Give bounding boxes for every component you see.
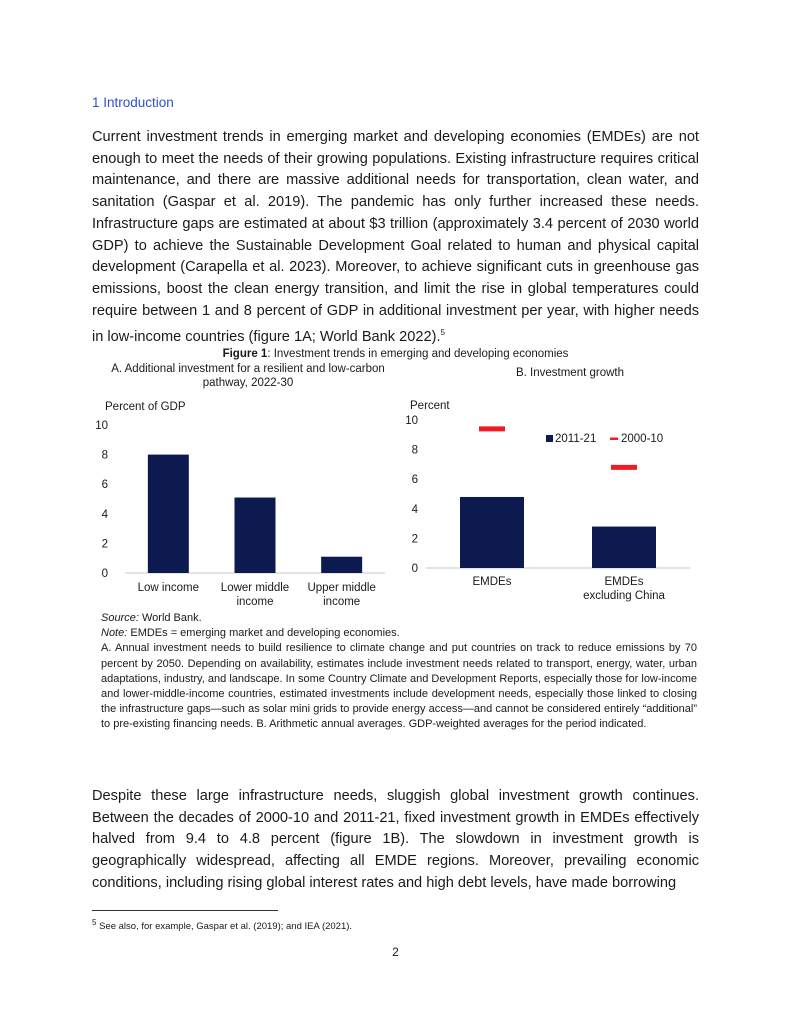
y-tick-label: 4 — [101, 508, 108, 521]
y-tick-label: 8 — [101, 449, 108, 462]
footnote — [92, 918, 352, 932]
bar-2011-21-emdes-excluding-china — [592, 527, 656, 568]
bar-upper-middle-income — [321, 557, 362, 573]
footnote-ref[interactable]: 5 — [440, 328, 445, 338]
figure-title — [92, 348, 699, 360]
bar-low-income — [148, 455, 189, 573]
legend-label-bar: 2011-21 — [555, 433, 597, 445]
y-tick-label: 10 — [405, 415, 418, 427]
source-label: Source: — [101, 612, 139, 624]
figure-caption: : Investment trends in emerging and developing economies — [267, 348, 569, 360]
source-text: World Bank. — [138, 612, 202, 624]
y-tick-label: 0 — [411, 563, 418, 575]
chart-a-ylabel: Percent of GDP — [105, 401, 186, 413]
chart-b-title: B. Investment growth — [515, 367, 625, 379]
figure-label: Figure 1 — [222, 348, 268, 360]
intro-paragraph — [92, 127, 699, 349]
y-tick-label: 8 — [411, 444, 418, 457]
intro-paragraph-text: Current investment trends in emerging market and developing economies (EMDEs) are not enough to meet the needs of their growing populations. Existing infrastructure requires critical maintenance, and there are massive additional needs for transportation, clean water, and sanitation (Gaspar et al. 2019). The pandemic has only further increased these needs. Infrastructure gaps are estimated at about $3 trillion (approximately 3.4 percent of 2030 world GDP) to achieve the Sustainable Development Goal related to human and physical capital development (Carapella et al. 2023). Moreover, to achieve significant cuts in greenhouse gas emissions, boost the clean energy transition, and limit the rise in global temperatures could require between 1 and 8 percent of GDP in additional investment per year, with higher needs in low-income countries (figure 1A; World Bank 2022). — [92, 129, 699, 346]
y-tick-label: 4 — [411, 503, 418, 516]
note-detail: A. Annual investment needs to build resilience to climate change and put countries on track to reduce emissions by 70 percent by 2050. Depending on availability, estimates include investment needs related to transport, energy, water, urban adaptations, industry, and landscape. In some Country Climate and Development Reports, especially those for low-income and lower-middle-income countries, estimated investments include development needs, especially those linked to closing the infrastructure gaps—such as solar mini grids to provide energy access—and cannot be considered entirely “additional” to pre-existing financing needs. B. Arithmetic annual averages. GDP-weighted averages for the period indicated. — [101, 642, 697, 731]
note-label: Note: — [101, 627, 128, 640]
chart-b — [390, 410, 710, 610]
x-tick-label: Lower middle income — [220, 582, 290, 608]
x-tick-label: EMDEs — [472, 576, 512, 588]
page-number: 2 — [392, 945, 399, 959]
y-tick-label: 2 — [101, 538, 108, 551]
section-heading: 1 Introduction — [92, 95, 174, 110]
marker-2000-10-emdes — [479, 426, 505, 431]
y-tick-label: 6 — [101, 479, 108, 492]
legend-swatch-marker — [610, 438, 618, 441]
second-paragraph: Despite these large infrastructure needs, sluggish global investment growth continues. Between the decades of 2000-10 and 2011-21, fixed investment growth in EMDEs effectively halved from 9.4 to 4.8 percent (figure 1B). The slowdown in investment growth is geographically widespread, affecting all EMDE regions. Moreover, prevailing economic conditions, including rising global interest rates and high debt levels, have made borrowing — [92, 788, 699, 891]
figure-notes — [101, 611, 697, 733]
note-text: EMDEs = emerging market and developing economies. — [127, 627, 400, 640]
x-tick-label: Upper middle income — [307, 582, 376, 608]
bar-2011-21-emdes — [460, 497, 524, 568]
y-tick-label: 2 — [411, 533, 418, 546]
note-line — [101, 626, 697, 641]
x-tick-label: Low income — [137, 582, 200, 594]
marker-2000-10-emdes-excluding-china — [611, 465, 637, 470]
chart-b-ylabel: Percent — [410, 400, 450, 412]
legend-swatch-bar — [546, 435, 553, 442]
y-tick-label: 6 — [411, 474, 418, 487]
chart-a-title: A. Additional investment for a resilient and low-carbon pathway, 2022-30 — [111, 363, 385, 389]
footnote-text: See also, for example, Gaspar et al. (2019); and IEA (2021). — [96, 921, 353, 933]
y-tick-label: 10 — [95, 420, 108, 432]
y-tick-label: 0 — [101, 568, 108, 580]
x-tick-label: EMDEs excluding China — [583, 576, 665, 602]
bar-lower-middle-income — [235, 498, 276, 573]
chart-a — [90, 412, 390, 617]
footnote-marker: 5 — [92, 918, 97, 927]
source-line — [101, 611, 697, 626]
legend-label-marker: 2000-10 — [621, 433, 664, 445]
footnote-divider — [92, 910, 278, 911]
